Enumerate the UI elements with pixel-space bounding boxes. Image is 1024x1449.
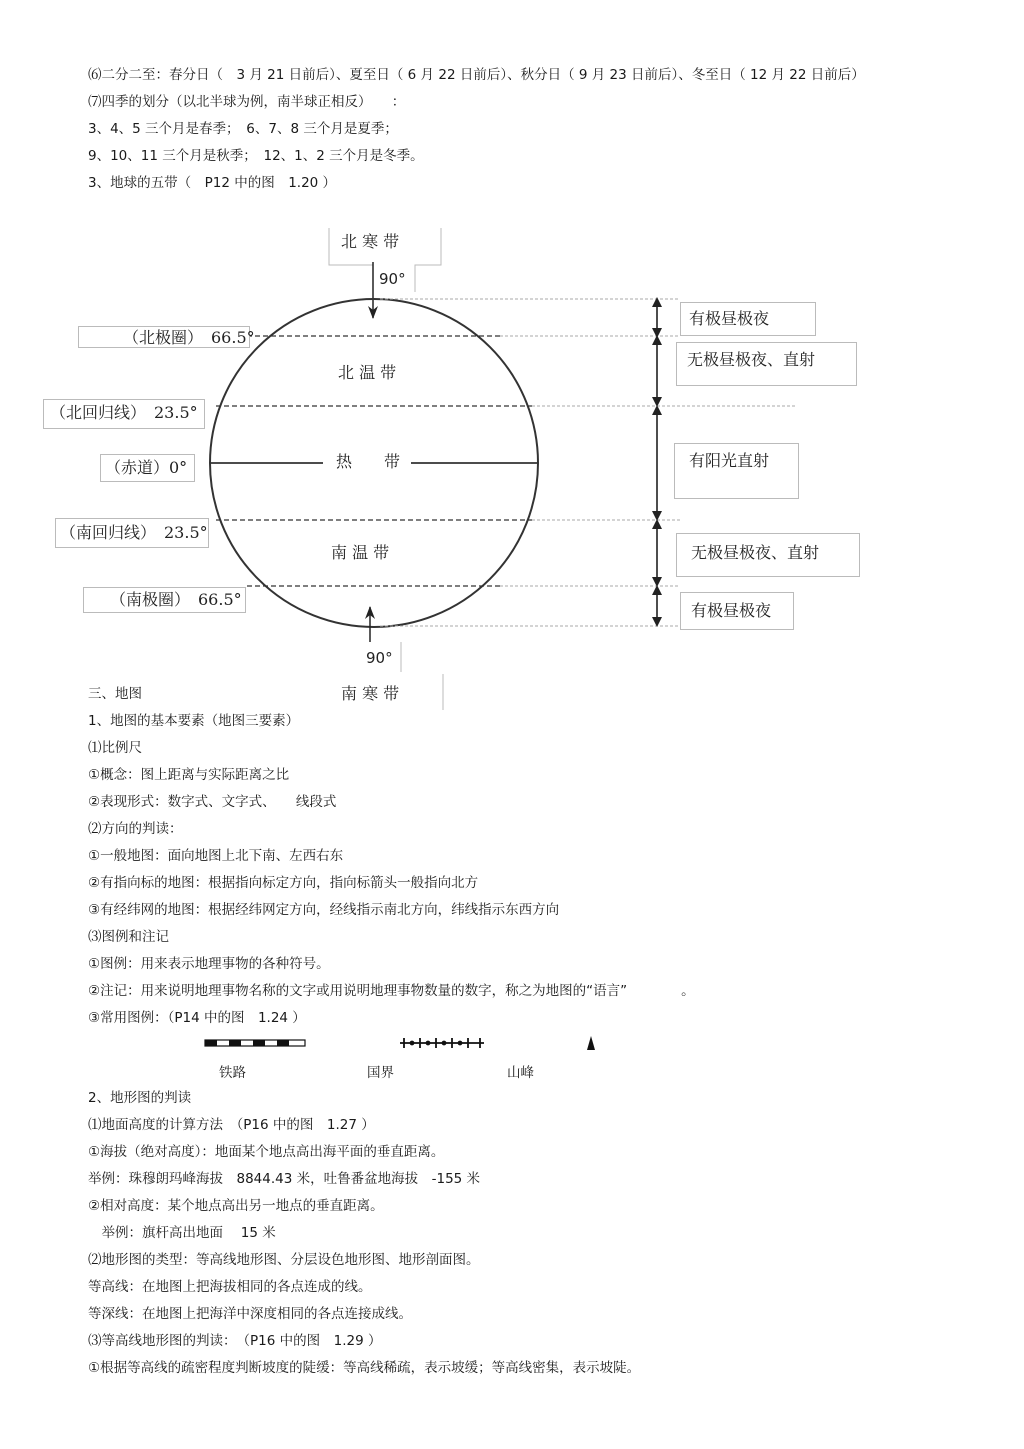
direction-heading: ⑵方向的判读： <box>88 821 183 837</box>
tropic-of-cancer-label: （北回归线） 23.5° <box>50 403 198 422</box>
terrain-map-heading: 2、地形图的判读 <box>88 1090 192 1106</box>
legend-definition: ①图例：用来表示地理事物的各种符号。 <box>88 956 330 972</box>
no-polar-direct-label-north: 无极昼极夜、直射 <box>687 350 816 369</box>
annotation-definition: ②注记：用来说明地理事物名称的文字或用说明地理事物数量的数字，称之为地图的“语言” 。 <box>88 983 695 999</box>
peak-label: 山峰 <box>507 1065 534 1081</box>
border-label: 国界 <box>367 1065 394 1081</box>
relative-height: ②相对高度：某个地点高出另一地点的垂直距离。 <box>88 1198 384 1214</box>
no-polar-direct-label-south: 无极昼极夜、直射 <box>691 543 820 562</box>
north-temperate-label: 北 温 带 <box>338 363 397 382</box>
polar-day-night-box-north <box>680 302 816 336</box>
relative-height-example: 举例：旗杆高出地面 15 米 <box>88 1225 276 1241</box>
elevation-example: 举例：珠穆朗玛峰海拔 8844.43 米，吐鲁番盆地海拔 -155 米 <box>88 1171 481 1187</box>
no-polar-direct-box-north <box>676 342 857 386</box>
south-temperate-label: 南 温 带 <box>331 543 390 562</box>
railway-label: 铁路 <box>219 1065 246 1081</box>
railway-symbol <box>205 1040 305 1046</box>
border-symbol <box>400 1038 484 1048</box>
absolute-elevation: ①海拔（绝对高度）：地面某个地点高出海平面的垂直距离。 <box>88 1144 445 1160</box>
map-elements-heading: 1、地图的基本要素（地图三要素） <box>88 713 300 729</box>
equator-box <box>100 454 195 482</box>
map-section-heading: 三、地图 <box>88 686 142 702</box>
north-frigid-label: 北 寒 带 <box>341 232 400 251</box>
direct-sunlight-box <box>674 443 799 499</box>
polar-day-night-box-south <box>680 592 794 630</box>
elevation-calc-heading: ⑴地面高度的计算方法 （P16 中的图 1.27 ） <box>88 1117 375 1133</box>
direction-general: ①一般地图：面向地图上北下南、左西右东 <box>88 848 344 864</box>
tropic-zone-label: 热 带 <box>336 452 401 471</box>
arctic-circle-label: （北极圈） 66.5° <box>123 328 255 347</box>
south-frigid-label: 南 寒 带 <box>341 684 400 703</box>
scale-concept: ①概念：图上距离与实际距离之比 <box>88 767 290 783</box>
south-frigid-frame <box>401 642 443 710</box>
autumn-winter-line: 9、10、11 三个月是秋季； 12、1、2 三个月是冬季。 <box>88 148 424 164</box>
polar-day-night-label-north: 有极昼极夜 <box>689 309 770 328</box>
north-pole-degree: 90° <box>379 270 406 288</box>
peak-symbol <box>587 1036 595 1050</box>
contour-definition: 等高线：在地图上把海拔相同的各点连成的线。 <box>88 1279 372 1295</box>
isobath-definition: 等深线：在地图上把海洋中深度相同的各点连接成线。 <box>88 1306 412 1322</box>
direction-grid: ③有经纬网的地图：根据经纬网定方向，经线指示南北方向，纬线指示东西方向 <box>88 902 560 918</box>
terrain-map-types: ⑵地形图的类型：等高线地形图、分层设色地形图、地形剖面图。 <box>88 1252 480 1268</box>
antarctic-circle-label: （南极圈） 66.5° <box>110 590 242 609</box>
equator-label: （赤道）0° <box>105 458 188 477</box>
no-polar-direct-box-south <box>676 533 860 577</box>
seasons-heading: ⑺四季的划分（以北半球为例，南半球正相反） ： <box>88 94 406 110</box>
tropic-of-cancer-box <box>43 399 205 429</box>
tropic-of-capricorn-label: （南回归线） 23.5° <box>60 523 208 542</box>
scale-forms: ②表现形式：数字式、文字式、 线段式 <box>88 794 337 810</box>
tropic-of-capricorn-box <box>55 518 209 548</box>
common-legend-heading: ③常用图例：（P14 中的图 1.24 ） <box>88 1010 306 1026</box>
direct-sunlight-label: 有阳光直射 <box>689 451 770 470</box>
direction-compass: ②有指向标的地图：根据指向标定方向，指向标箭头一般指向北方 <box>88 875 479 891</box>
solstice-equinox-line: ⑹二分二至：春分日（ 3 月 21 日前后）、夏至日（ 6 月 22 日前后）、秋分日（ 9 月 23 日前后）、冬至日（ 12 月 22 日前后） <box>88 67 865 83</box>
spring-summer-line: 3、4、5 三个月是春季； 6、7、8 三个月是夏季； <box>88 121 398 137</box>
south-pole-degree: 90° <box>366 649 393 667</box>
legend-annotation-heading: ⑶图例和注记 <box>88 929 169 945</box>
antarctic-circle-box <box>83 587 246 613</box>
arctic-circle-box <box>78 326 255 348</box>
scale-heading: ⑴比例尺 <box>88 740 142 756</box>
five-zones-heading: 3、地球的五带（ P12 中的图 1.20 ） <box>88 175 337 191</box>
polar-day-night-label-south: 有极昼极夜 <box>691 601 772 620</box>
contour-reading-heading: ⑶等高线地形图的判读： （P16 中的图 1.29 ） <box>88 1333 382 1349</box>
slope-judgement: ①根据等高线的疏密程度判断坡度的陡缓：等高线稀疏，表示坡缓；等高线密集，表示坡陡。 <box>88 1360 641 1376</box>
